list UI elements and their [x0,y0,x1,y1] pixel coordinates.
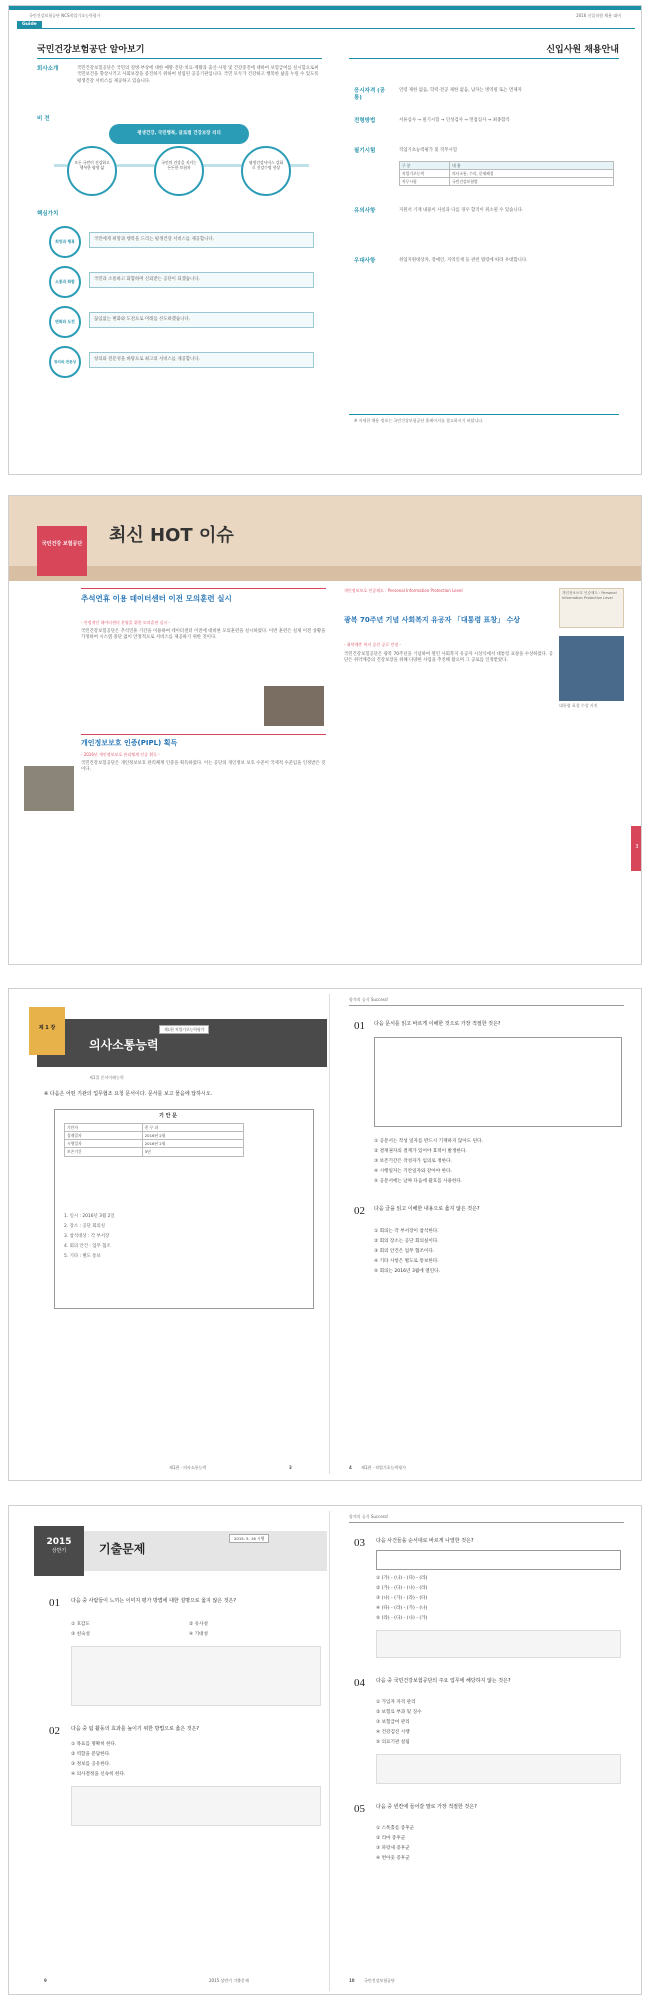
header-line [349,1522,624,1523]
q2-number: 02 [354,1205,365,1217]
page-title-right: 신입사원 채용안내 [546,45,619,55]
doc-cell: 총 무 과 [142,1124,243,1132]
q2-option-2[interactable]: ② 회의 장소는 공단 회의실이다. [374,1239,439,1244]
exam-th-1: 구 분 [400,162,450,170]
top-bar [9,6,642,10]
q03-explanation-box [376,1630,621,1658]
q02-number: 02 [49,1725,60,1737]
vision-circle-2-text: 국민의 건강을 지키는 든든한 보험자 [161,160,197,171]
article1-photo [264,686,324,726]
doc-cell: 결재일자 [65,1132,143,1140]
q03-option-2[interactable]: ② (가) - (다) - (나) - (라) [376,1586,428,1591]
guide-tab: Guide [17,21,42,29]
value-4-name: 창의와 전문성 [49,346,81,378]
footnote: ※ 자세한 채용 정보는 국민건강보험공단 홈페이지를 참고하시기 바랍니다. [354,418,484,423]
q03-option-1[interactable]: ① (가) - (나) - (다) - (라) [376,1576,428,1581]
banner-strip [9,566,642,581]
right-note: 개인정보보호 인증제도 : Personal Information Protection Level [344,588,463,593]
q04-option-5[interactable]: ⑤ 의료기관 설립 [376,1740,410,1745]
article2-photo [24,766,74,811]
year-block [34,1526,84,1576]
value-4-text: 창의와 전문성을 바탕으로 최고의 서비스를 제공합니다. [89,352,314,368]
q04-text: 다음 중 국민건강보험공단의 주요 업무에 해당하지 않는 것은? [376,1678,511,1684]
header-right: 합격의 공식 Success! [349,1514,389,1519]
footer-right-num: 10 [349,1978,355,1983]
value-1-name: 희망과 행복 [49,226,81,258]
doc-cell: 2016년 2월 [142,1132,243,1140]
value-2-text: 국민과 소통하고 화합하며 신뢰받는 공단이 되겠습니다. [89,272,314,288]
exam-cell: 국민건강보험법 [450,178,614,186]
chapter-number: 제 1 장 [29,1007,65,1055]
page-past-exam [8,1505,642,1995]
q1-option-5[interactable]: ⑤ 공문서에는 날짜 다음에 괄호를 사용한다. [374,1179,463,1184]
q04-option-4[interactable]: ④ 건강검진 시행 [376,1730,410,1735]
vision-circle-2 [154,146,204,196]
footer-left: 2015 상반기 기출문제 [209,1978,249,1983]
badge: 국민건강 보험공단 [37,526,87,576]
vision-label: 비 전 [37,116,50,122]
footer-left-num: 9 [44,1978,47,1983]
q1-option-4[interactable]: ④ 시행일자는 기안일자와 같아야 한다. [374,1169,452,1174]
right-text-5: 취업지원대상자, 장애인, 지역인재 등 관련 법령에 따라 우대합니다. [399,258,528,263]
doc-body-3: 3. 참석대상 : 각 부서장 [64,1234,110,1239]
side-note-box: 개인정보보호 인증제도 : Personal Information Protection Level [559,588,624,628]
footer-right: 제1편 · 직업기초능력평가 [361,1465,406,1470]
article3-title: 광복 70주년 기념 사회복지 유공자 「대통령 표창」 수상 [344,616,521,624]
exam-cell: 의사소통, 수리, 문제해결 [450,170,614,178]
q04-option-2[interactable]: ② 보험료 부과 및 징수 [376,1710,422,1715]
chapter-label: 제1편 직업기초능력평가 [159,1025,209,1034]
q2-option-5[interactable]: ⑤ 회의는 2016년 3월에 열린다. [374,1269,440,1274]
award-photo [559,636,624,701]
footer-left-num: 3 [289,1465,292,1470]
q2-option-4[interactable]: ④ 기타 사항은 별도로 통보한다. [374,1259,439,1264]
right-label-4: 유의사항 [354,208,376,214]
footnote-line [349,414,619,415]
article1-line [81,588,326,589]
article1-text: 국민건강보험공단은 추석연휴 기간을 이용하여 데이터센터 이전에 대비한 모의훈련을 실시하였다. 이번 훈련은 실제 이전 상황을 가정하여 시스템 중단 없이 안정적으로 서비스를 제공하기 위한 것이다. [81,629,326,641]
exam-date-tag: 2015. 5. 16 시행 [229,1534,269,1543]
exam-th-2: 내 용 [450,162,614,170]
q1-option-3[interactable]: ③ 보존기간은 작성자가 임의로 정한다. [374,1159,452,1164]
q01-explanation-box [71,1646,321,1706]
article2-text: 국민건강보험공단은 개인정보보호 관리체계 인증을 획득하였다. 이는 공단의 개인정보 보호 수준이 국제적 수준임을 인정받은 것이다. [81,761,326,773]
q1-option-1[interactable]: ① 공문서는 작성 일자를 반드시 기재하지 않아도 된다. [374,1139,483,1144]
article3-text: 국민건강보험공단은 광복 70주년을 기념하여 열린 사회복지 유공자 시상식에서 대통령 표창을 수상하였다. 공단은 취약계층의 건강보장을 위해 다양한 사업을 추진해 왔으며 그 공로를 인정받았다. [344,652,553,664]
footer-right-num: 4 [349,1465,352,1470]
doc-body-4: 4. 회의 안건 : 업무 협조 [64,1244,111,1249]
q02-explanation-box [71,1786,321,1826]
value-1-text: 국민에게 희망과 행복을 드리는 평생건강 서비스를 제공합니다. [89,232,314,248]
article2-subtitle: - 2016년 개인정보보호 관리체계 인증 획득 - [81,752,160,757]
doc-body-1: 1. 일시 : 2016년 3월 2일 [64,1214,115,1219]
q2-option-1[interactable]: ① 회의는 각 부서장이 참석한다. [374,1229,439,1234]
doc-cell: 2016년 2월 [142,1140,243,1148]
header-line [17,28,635,29]
footer-right: 국민건강보험공단 [364,1978,395,1983]
doc-body-2: 2. 장소 : 공단 회의실 [64,1224,105,1229]
right-text-1: 연령 제한 없음, 학력·전공 제한 없음, 남자는 병역필 또는 면제자 [399,88,522,93]
q1-number: 01 [354,1020,365,1032]
chapter-title: 의사소통능력 [89,1038,159,1052]
value-3-name: 변화와 도전 [49,306,81,338]
exam-half: 상반기 [51,1548,67,1555]
q02-option-4[interactable]: ④ 의사결정을 신속히 한다. [71,1772,126,1777]
q05-option-2[interactable]: ② 리마 증후군 [376,1836,406,1841]
q04-option-1[interactable]: ① 가입자 자격 관리 [376,1700,416,1705]
q01-option-3[interactable]: ③ 친숙성 [71,1632,90,1637]
article2-line [81,734,326,735]
page-title-left: 국민건강보험공단 알아보기 [37,45,145,55]
page-recruit-guide [8,5,642,475]
article3-subtitle: - 취약계층 복지 증진 공로 인정 - [344,642,401,647]
q04-option-3[interactable]: ③ 보험급여 관리 [376,1720,410,1725]
intro-label: 회사소개 [37,66,59,72]
right-text-3: 직업기초능력평가 및 직무시험 [399,148,457,153]
header-left: 국민건강보험공단 NCS직업기초능력평가 [29,13,101,18]
exam-title: 기출문제 [99,1542,146,1556]
vision-circle-1 [67,146,117,196]
doc-cell: 기안자 [65,1124,143,1132]
right-text-2: 서류심사 → 필기시험 → 인성검사 → 면접심사 → 최종합격 [399,118,510,123]
q03-number: 03 [354,1537,365,1549]
right-label-3: 필기시험 [354,148,376,154]
q05-option-4[interactable]: ④ 번아웃 증후군 [376,1856,410,1861]
q03-text: 다음 사건들을 순서대로 바르게 나열한 것은? [376,1538,474,1544]
doc-title: 기 안 문 [159,1113,177,1119]
q02-text: 다음 중 팀 활동의 효과를 높이기 위한 방법으로 옳은 것은? [71,1726,200,1732]
article1-subtitle: - 안정적인 데이터센터 운영을 위한 모의훈련 실시 - [81,620,171,625]
vision-circle-1-text: 모든 국민이 건강하고 행복한 평생 삶 [74,160,110,171]
vision-circle-3 [241,146,291,196]
q1-option-2[interactable]: ② 결재권자의 결재가 있어야 효력이 발생한다. [374,1149,467,1154]
page-number-tab: 3 [631,826,642,871]
value-3-text: 끊임없는 변화와 도전으로 미래를 선도하겠습니다. [89,312,314,328]
q01-option-4[interactable]: ④ 기대성 [189,1632,208,1637]
spine [329,1511,330,1991]
q03-box [376,1550,621,1570]
value-2-name: 소통과 화합 [49,266,81,298]
q05-number: 05 [354,1803,365,1815]
q05-text: 다음 중 빈칸에 들어갈 말로 가장 적절한 것은? [376,1804,477,1810]
q1-box [374,1037,622,1127]
q1-text: 다음 문서를 읽고 바르게 이해한 것으로 가장 적절한 것은? [374,1021,501,1027]
photo-caption: 대통령 표창 수상 사진 [559,703,598,708]
exam-cell: 직무시험 [400,178,450,186]
title-line-right [349,58,619,59]
q01-number: 01 [49,1597,60,1609]
doc-cell: 보존기간 [65,1148,143,1156]
q04-explanation-box [376,1754,621,1784]
q01-option-2[interactable]: ② 유사성 [189,1622,208,1627]
right-label-2: 전형방법 [354,118,376,124]
page-hot-issue [8,495,642,965]
vision-circle-3-text: 평생건강서비스 강화로 건강수명 향상 [248,160,284,171]
question-intro: ※ 다음은 어떤 기관의 업무협조 요청 문서이다. 문서를 보고 물음에 답하시오. [44,1091,213,1097]
page-communication [8,988,642,1481]
exam-year: 2015 [46,1537,72,1547]
exam-cell: 직업기초능력 [400,170,450,178]
right-text-4: 지원서 기재 내용이 사실과 다를 경우 합격이 취소될 수 있습니다. [399,208,524,213]
doc-cell: 시행일자 [65,1140,143,1148]
header-line [349,1005,624,1006]
article1-title: 추석연휴 이용 데이터센터 이전 모의훈련 실시 [81,594,232,603]
doc-table [64,1123,244,1157]
q04-number: 04 [354,1677,365,1689]
q05-option-1[interactable]: ① 스톡홀름 증후군 [376,1826,415,1831]
q2-option-3[interactable]: ③ 회의 안건은 업무 협조이다. [374,1249,435,1254]
q03-option-4[interactable]: ④ (다) - (라) - (가) - (나) [376,1606,428,1611]
q02-option-3[interactable]: ③ 정보를 공유한다. [71,1762,111,1767]
footer-left: 제1편 · 의사소통능력 [169,1465,207,1470]
q2-text: 다음 글을 읽고 이해한 내용으로 옳지 않은 것은? [374,1206,480,1212]
vision-box: 평생건강, 국민행복, 글로벌 건강보장 리더 [109,124,249,144]
right-label-1: 응시자격 (공통) [354,88,385,102]
q03-option-3[interactable]: ③ (나) - (가) - (라) - (다) [376,1596,428,1601]
q02-option-1[interactable]: ① 목표를 명확히 한다. [71,1742,117,1747]
values-label: 핵심가치 [37,211,59,217]
q05-option-3[interactable]: ③ 파랑새 증후군 [376,1846,410,1851]
q01-text: 다음 중 사람들이 느끼는 이미지 평가 방법에 대한 설명으로 옳지 않은 것은? [71,1598,237,1604]
spine [329,994,330,1474]
doc-cell: 5년 [142,1148,243,1156]
doc-body-5: 5. 기타 : 별도 통보 [64,1254,101,1259]
title-line-left [37,58,322,59]
intro-text: 국민건강보험공단은 국민의 질병·부상에 대한 예방·진단·치료·재활과 출산·사망 및 건강증진에 대하여 보험급여를 실시함으로써 국민보건을 향상시키고 사회보장을 증진하기 위하여 설립된 공공기관입니다. 국민 모두가 건강하고 행복한 삶을 누릴 수 있도록 평생건강 서비스를 제공하고 있습니다. [77,66,319,84]
header-right: 2016 신입직원 채용 대비 [576,13,621,18]
q03-option-5[interactable]: ⑤ (라) - (다) - (나) - (가) [376,1616,428,1621]
q02-option-2[interactable]: ② 역할을 분담한다. [71,1752,111,1757]
header-right: 합격의 공식 Success! [349,997,389,1002]
right-label-5: 우대사항 [354,258,376,264]
sub-label: 제1절 문서이해능력 [89,1075,124,1080]
banner-title: 최신 HOT 이슈 [109,525,234,546]
exam-table [399,161,614,186]
q01-option-1[interactable]: ① 호감도 [71,1622,90,1627]
article2-title: 개인정보보호 인증(PIPL) 획득 [81,739,178,747]
